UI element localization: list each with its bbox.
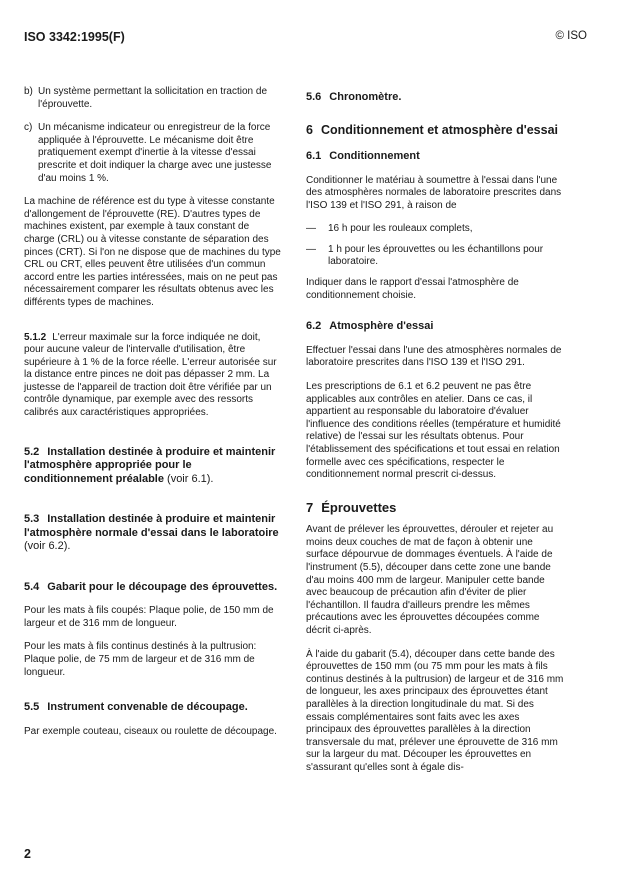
paragraph-7-a: Avant de prélever les éprouvettes, dérouler et rejeter au moins deux couches de mat de façon à obtenir une surface dépourvue de dommages éventuels. À l'aide de l'instrument (5.5), découper dans cette zone une bande d'au moins 400 mm de largeur. Manipuler cette bande avec beaucoup de précaution afin d'éviter de plier l'échantillon. Il faudra d'ailleurs prendre les mêmes précautions avec les éprouvettes découpées comme décrit ci-après.: [306, 524, 554, 637]
paragraph-6-2-a: Effectuer l'essai dans l'une des atmosphères normales de laboratoire prescrites dans l'ISO 139 et l'ISO 291.: [306, 344, 562, 369]
list-label: c): [24, 122, 33, 134]
dash-marker: —: [306, 243, 316, 255]
paragraph-6-2-b: Les prescriptions de 6.1 et 6.2 peuvent ne pas être applicables aux contrôles en atelier. Dans ce cas, il appartient au responsable du laboratoire d'évaluer l'influence des conditions réelles (température et humidité relative) de l'essai sur les résultats obtenus. Pour l'établissement des spécifications et tout essai en relation formelle avec ces spécifications, respecter le conditionnement normal prescrit ci-dessus.: [306, 380, 561, 481]
section-5-6-heading: [306, 91, 564, 105]
section-5-4-heading: [24, 581, 282, 595]
list-text: Un mécanisme indicateur ou enregistreur de la force appliquée à l'éprouvette. Le mécanisme doit être pratiquement exempt d'inertie à la vitesse d'essai prescrite et doit indiquer la charge avec une justesse d'au moins 1 %.: [38, 122, 272, 184]
section-title: Installation destinée à produire et maintenir l'atmosphère appropriée pour le conditionnement préalable: [24, 445, 276, 485]
section-7-heading: [306, 499, 564, 515]
section-title: Chronomètre.: [329, 91, 402, 103]
clause-number: 5.1.2: [24, 331, 47, 343]
section-number: 6: [306, 122, 313, 137]
section-title: Instrument convenable de découpage.: [47, 701, 248, 714]
section-number: 5.3: [24, 513, 40, 526]
section-number: 6.2: [306, 320, 322, 333]
clause-text: L'erreur maximale sur la force indiquée ne doit, pour aucune valeur de l'intervalle d'utilisation, être supérieure à 1 % de la force réelle. L'erreur autorisée sur la distance entre pinces ne doit pas dépasser 2 mm. La justesse de l'appareil de traction doit être vérifiée par un contrôle dynamique, par exemple avec des ressorts calibrés aux caractéristiques appropriées.: [24, 331, 277, 419]
list-label: b): [24, 86, 33, 97]
section-title: Conditionnement: [329, 150, 420, 162]
section-title: Installation destinée à produire et maintenir l'atmosphère normale d'essai dans le laboratoire: [24, 513, 279, 539]
section-title: Gabarit pour le découpage des éprouvettes.: [47, 580, 278, 593]
list-item-c: [24, 122, 282, 185]
section-6-1-heading: [306, 150, 564, 164]
section-number: 5.5: [24, 701, 40, 714]
section-number: 7: [306, 499, 314, 515]
right-column: [306, 91, 564, 786]
paragraph-5-5: Par exemple couteau, ciseaux ou roulette de découpage.: [24, 725, 277, 737]
section-5-2-heading: [24, 446, 282, 487]
section-reference: (voir 6.1).: [167, 472, 214, 485]
section-reference: (voir 6.2).: [24, 540, 71, 553]
list-item-dash-1: [306, 223, 564, 236]
page-number: 2: [24, 847, 31, 861]
section-title: Atmosphère d'essai: [329, 320, 434, 333]
dash-marker: —: [306, 223, 316, 235]
list-text: 1 h pour les éprouvettes ou les échantillons pour laboratoire.: [328, 243, 544, 268]
section-number: 5.2: [24, 445, 40, 458]
section-5-3-heading: [24, 513, 282, 554]
paragraph-5-4-chopped: Pour les mats à fils coupés: Plaque polie, de 150 mm de largeur et de 316 mm de longueur.: [24, 605, 274, 629]
section-title: Éprouvettes: [321, 499, 397, 515]
section-number: 5.6: [306, 91, 322, 103]
section-5-5-heading: [24, 701, 282, 715]
paragraph-7-b: À l'aide du gabarit (5.4), découper dans cette bande des éprouvettes de 150 mm (ou 75 mm pour les mats à fils continus destinés à la pultrusion) de largeur et de 316 mm de longueur, les axes principaux des éprouvettes étant parallèles à la direction longitudinale du mat. Si des essais complémentaires sont faits avec les axes principaux des éprouvettes parallèles à la direction transversale du mat, prélever une éprouvette de 316 mm sur la largeur du mat. Découper les éprouvettes en s'assurant qu'elles sont à égale dis-: [306, 648, 564, 773]
list-text: Un système permettant la sollicitation en traction de l'éprouvette.: [38, 86, 267, 110]
list-item-dash-2: [306, 244, 564, 269]
left-column: [24, 86, 282, 749]
paragraph-5-4-continuous: Pour les mats à fils continus destinés à la pultrusion: Plaque polie, de 75 mm de largeur et de 316 mm de longueur.: [24, 641, 257, 678]
paragraph-6-1-report: Indiquer dans le rapport d'essai l'atmosphère de conditionnement choisie.: [306, 277, 519, 301]
copyright-notice: © ISO: [555, 30, 587, 42]
paragraph-machine-types: La machine de référence est du type à vitesse constante d'allongement de l'éprouvette (RE). D'autres types de machines existent, par exemple à taux constant de charge (CRL) ou à vitesse constante de séparation des pinces (CRT). Si l'on ne dispose que de machines du type CRL ou CRT, elles peuvent être utilisées d'un commun accord entre les parties intéressées, mais on ne peut pas nécessairement comparer les résultats obtenus avec les différents types de machines.: [24, 196, 281, 308]
list-text: 16 h pour les rouleaux complets,: [328, 223, 473, 235]
clause-5-1-2: [24, 332, 282, 420]
section-6-heading: [306, 123, 564, 139]
list-item-b: [24, 86, 282, 111]
section-number: 6.1: [306, 150, 322, 162]
standard-reference: ISO 3342:1995(F): [24, 30, 125, 44]
paragraph-6-1: Conditionner le matériau à soumettre à l'essai dans l'une des atmosphères normales de laboratoire prescrites dans l'ISO 139 et l'ISO 291, à raison de: [306, 174, 562, 211]
section-title: Conditionnement et atmosphère d'essai: [320, 122, 558, 137]
section-number: 5.4: [24, 580, 40, 593]
section-6-2-heading: [306, 320, 564, 334]
